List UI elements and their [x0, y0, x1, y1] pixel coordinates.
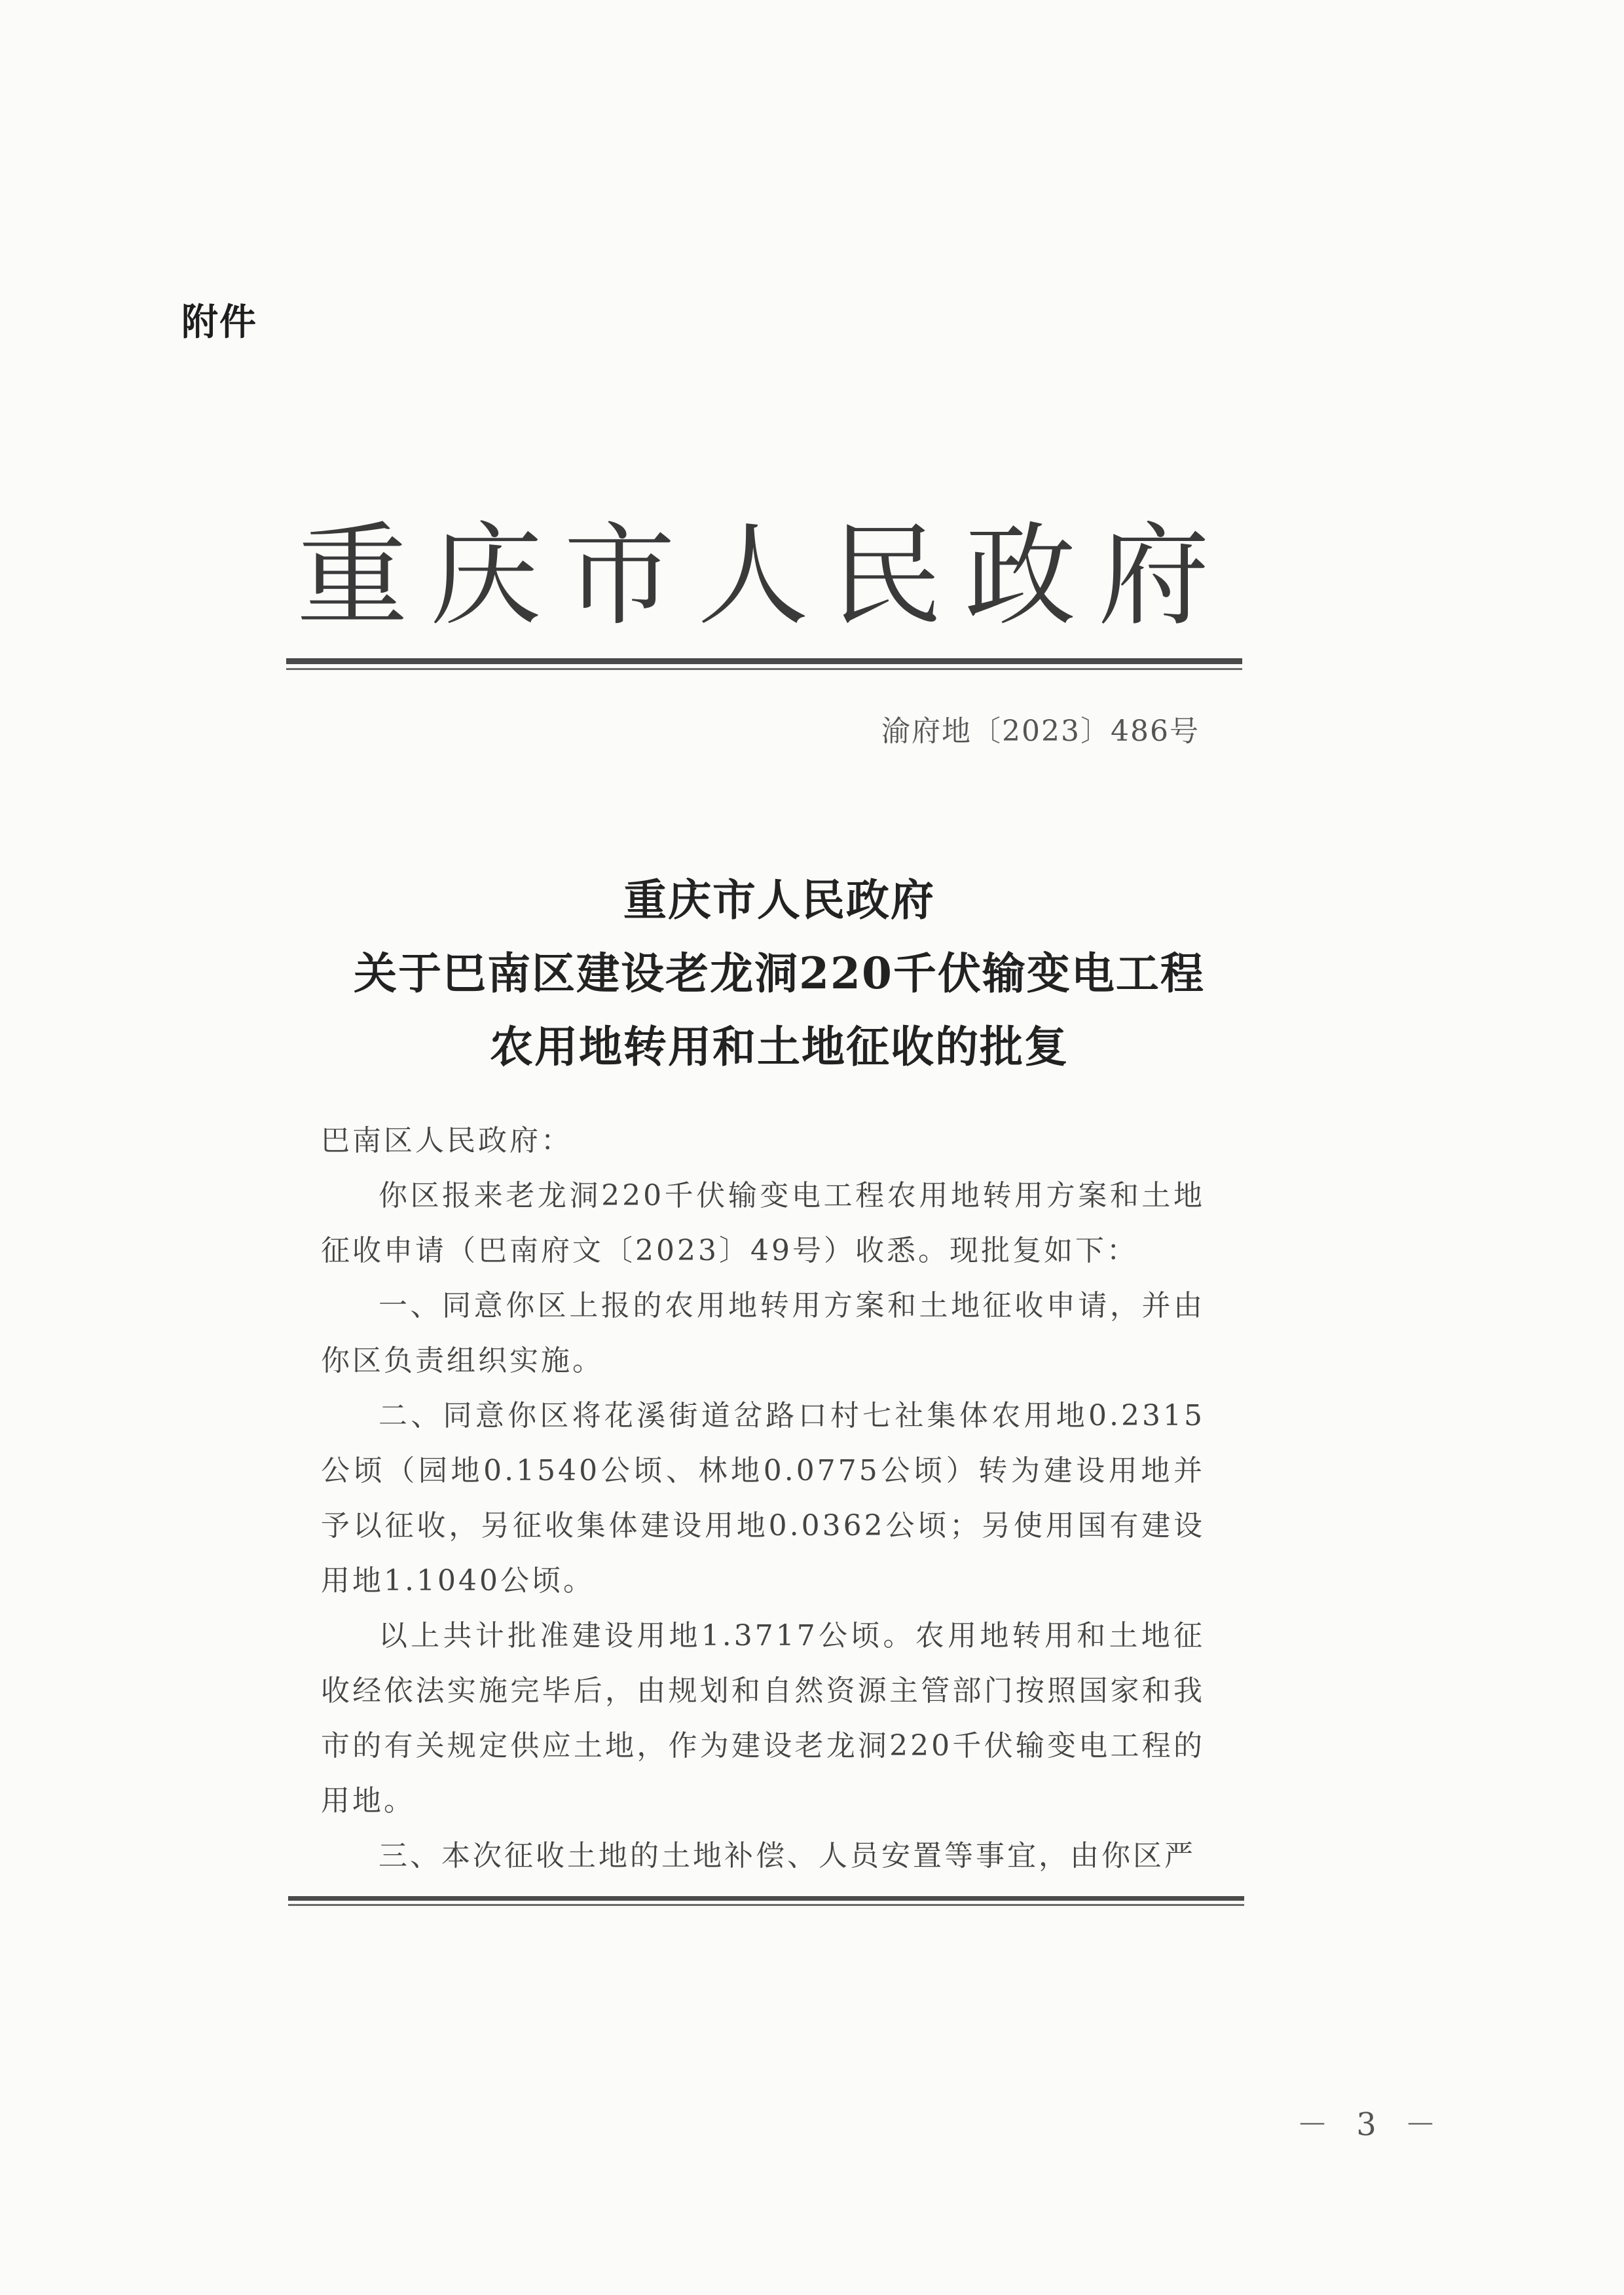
- header-rule-thin: [286, 668, 1242, 670]
- document-number: 渝府地〔2023〕486号: [881, 715, 1200, 748]
- page-number: － 3 －: [1297, 2106, 1446, 2143]
- paragraph-3: 二、同意你区将花溪街道岔路口村七社集体农用地0.2315公顷（园地0.1540公顷、林地0.0775公顷）转为建设用地并予以征收，另征收集体建设用地0.0362公顷；另使用国有建设用地1.1040公顷。: [321, 1399, 1205, 1597]
- paragraph-1: 你区报来老龙洞220千伏输变电工程农用地转用方案和土地征收申请（巴南府文〔2023〕49号）收悉。现批复如下：: [321, 1179, 1205, 1267]
- attachment-label: 附件: [181, 301, 257, 344]
- paragraph-5: 三、本次征收土地的土地补偿、人员安置等事宜，由你区严: [378, 1839, 1196, 1873]
- footer-rule-thin: [288, 1904, 1244, 1906]
- document-title: [249, 863, 1310, 1083]
- paragraph-2: 一、同意你区上报的农用地转用方案和土地征收申请，并由你区负责组织实施。: [321, 1289, 1205, 1377]
- footer-rule-thick: [288, 1896, 1244, 1901]
- paragraph-4: 以上共计批准建设用地1.3717公顷。农用地转用和土地征收经依法实施完毕后，由规划和自然资源主管部门按照国家和我市的有关规定供应土地，作为建设老龙洞220千伏输变电工程的用地。: [321, 1619, 1205, 1818]
- document-body: [321, 1113, 1205, 1884]
- title-line-2: 关于巴南区建设老龙洞220千伏输变电工程: [354, 948, 1205, 999]
- title-line-3: 农用地转用和土地征收的批复: [490, 1021, 1069, 1072]
- title-line-1: 重庆市人民政府: [623, 874, 935, 925]
- issuer-header: 重庆市人民政府: [296, 512, 1232, 641]
- addressee: 巴南区人民政府：: [321, 1124, 572, 1157]
- header-rule-thick: [286, 658, 1242, 664]
